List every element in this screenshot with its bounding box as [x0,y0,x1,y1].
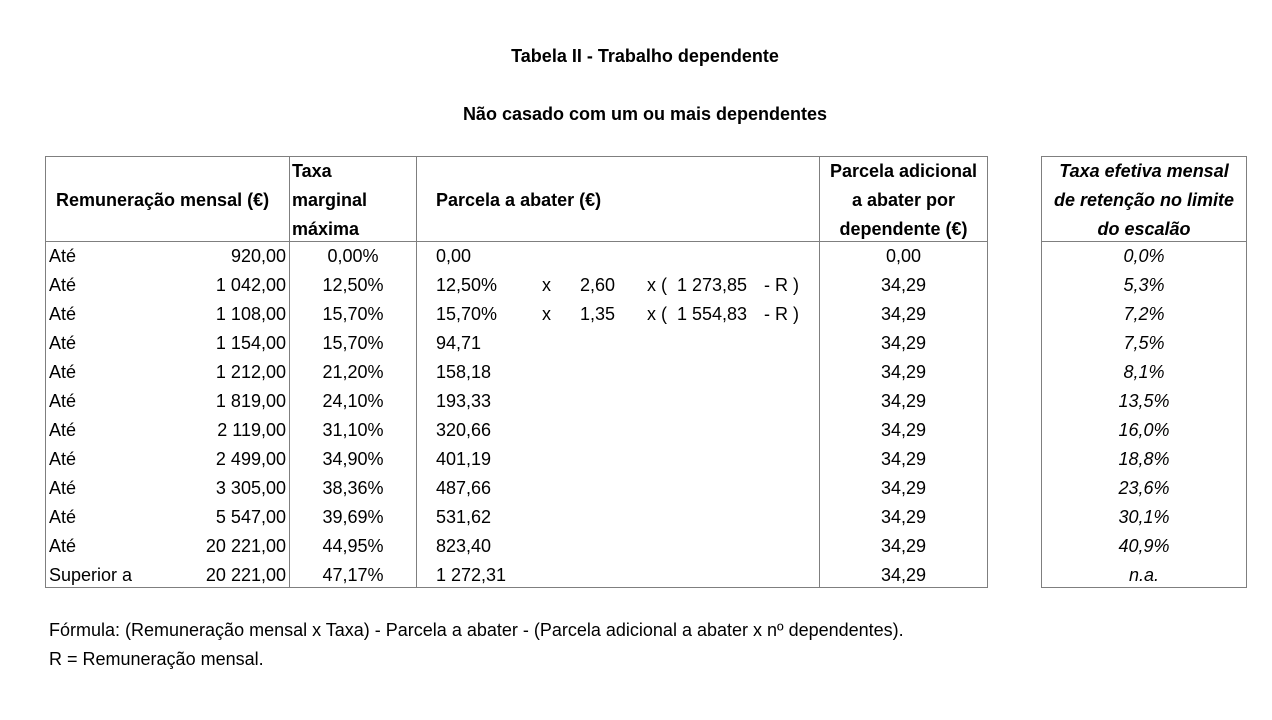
cell-remuneracao: 2 499,00 [215,449,286,469]
cell-remuneracao: 2 119,00 [217,420,286,440]
cell-taxa: 21,20% [322,362,384,382]
header-efetiva-line1: Taxa efetiva mensal [1059,161,1229,181]
cell-adicional: 34,29 [880,391,927,411]
cell-formula-x-paren: x ( [647,304,667,324]
r-definition-note: R = Remuneração mensal. [49,649,264,669]
cell-remuneracao: 1 212,00 [215,362,286,382]
cell-formula-r: - R ) [764,304,799,324]
effective-rate-table [1041,156,1247,588]
header-taxa-line3: máxima [292,219,360,239]
cell-formula-x: x [542,275,551,295]
table-subtitle: Não casado com um ou mais dependentes [462,104,828,124]
cell-prefix: Até [49,420,77,440]
cell-remuneracao: 920,00 [230,246,286,266]
header-adicional-line1: Parcela adicional [829,161,978,181]
cell-taxa-efetiva: n.a. [1128,565,1160,585]
cell-adicional: 34,29 [880,275,927,295]
cell-prefix: Até [49,478,77,498]
cell-prefix: Até [49,304,77,324]
cell-taxa: 44,95% [322,536,384,556]
cell-taxa-efetiva: 7,2% [1123,304,1165,324]
cell-taxa: 0,00% [327,246,379,266]
cell-remuneracao: 3 305,00 [215,478,286,498]
cell-prefix: Até [49,275,77,295]
cell-prefix: Superior a [49,565,133,585]
cell-remuneracao: 1 108,00 [215,304,286,324]
cell-taxa-efetiva: 5,3% [1123,275,1165,295]
cell-remuneracao: 20 221,00 [205,536,286,556]
cell-parcela: 320,66 [436,420,492,440]
column-divider [416,157,417,587]
cell-remuneracao: 1 042,00 [215,275,286,295]
cell-prefix: Até [49,507,77,527]
cell-formula-limit: 1 554,83 [677,304,748,324]
cell-taxa-efetiva: 16,0% [1118,420,1170,440]
cell-taxa-efetiva: 0,0% [1123,246,1165,266]
header-taxa-line2: marginal [292,190,368,210]
cell-adicional: 34,29 [880,536,927,556]
header-efetiva-line2: de retenção no limite [1053,190,1235,210]
cell-prefix: Até [49,362,77,382]
cell-parcela: 15,70% [436,304,498,324]
cell-taxa: 15,70% [322,333,384,353]
cell-formula-limit: 1 273,85 [677,275,748,295]
cell-taxa: 24,10% [322,391,384,411]
cell-adicional: 34,29 [880,565,927,585]
cell-adicional: 34,29 [880,420,927,440]
header-taxa-line1: Taxa [292,161,332,181]
cell-taxa: 31,10% [322,420,384,440]
cell-parcela: 94,71 [436,333,482,353]
cell-adicional: 34,29 [880,304,927,324]
cell-formula-x-paren: x ( [647,275,667,295]
withholding-table [45,156,988,588]
header-remuneracao: Remuneração mensal (€) [56,190,270,210]
cell-taxa: 12,50% [322,275,384,295]
cell-remuneracao: 1 154,00 [215,333,286,353]
cell-parcela: 401,19 [436,449,492,469]
cell-prefix: Até [49,449,77,469]
cell-prefix: Até [49,536,77,556]
cell-parcela: 487,66 [436,478,492,498]
cell-taxa-efetiva: 40,9% [1118,536,1170,556]
cell-parcela: 158,18 [436,362,492,382]
cell-taxa-efetiva: 30,1% [1118,507,1170,527]
cell-parcela: 12,50% [436,275,498,295]
cell-taxa-efetiva: 8,1% [1123,362,1165,382]
cell-taxa: 39,69% [322,507,384,527]
cell-adicional: 34,29 [880,333,927,353]
cell-parcela: 193,33 [436,391,492,411]
cell-taxa-efetiva: 13,5% [1118,391,1170,411]
cell-taxa-efetiva: 23,6% [1118,478,1170,498]
cell-taxa-efetiva: 7,5% [1123,333,1165,353]
cell-parcela: 0,00 [436,246,472,266]
cell-formula-x: x [542,304,551,324]
cell-adicional: 34,29 [880,449,927,469]
cell-formula-multiplier: 1,35 [580,304,616,324]
cell-formula-multiplier: 2,60 [580,275,616,295]
cell-remuneracao: 5 547,00 [215,507,286,527]
cell-adicional: 34,29 [880,478,927,498]
cell-taxa: 47,17% [322,565,384,585]
cell-parcela: 531,62 [436,507,492,527]
cell-formula-r: - R ) [764,275,799,295]
formula-note: Fórmula: (Remuneração mensal x Taxa) - Parcela a abater - (Parcela adicional a abater x nº dependentes). [49,620,904,640]
cell-prefix: Até [49,246,77,266]
cell-adicional: 34,29 [880,362,927,382]
header-parcela: Parcela a abater (€) [436,190,602,210]
cell-parcela: 823,40 [436,536,492,556]
cell-prefix: Até [49,391,77,411]
header-adicional-line2: a abater por [851,190,956,210]
cell-taxa: 15,70% [322,304,384,324]
cell-taxa: 34,90% [322,449,384,469]
cell-adicional: 0,00 [885,246,922,266]
cell-adicional: 34,29 [880,507,927,527]
cell-taxa-efetiva: 18,8% [1118,449,1170,469]
cell-taxa: 38,36% [322,478,384,498]
cell-remuneracao: 1 819,00 [215,391,286,411]
header-efetiva-line3: do escalão [1097,219,1191,239]
cell-prefix: Até [49,333,77,353]
table-title: Tabela II - Trabalho dependente [511,46,779,66]
cell-parcela: 1 272,31 [436,565,507,585]
cell-remuneracao: 20 221,00 [205,565,286,585]
header-adicional-line3: dependente (€) [839,219,968,239]
